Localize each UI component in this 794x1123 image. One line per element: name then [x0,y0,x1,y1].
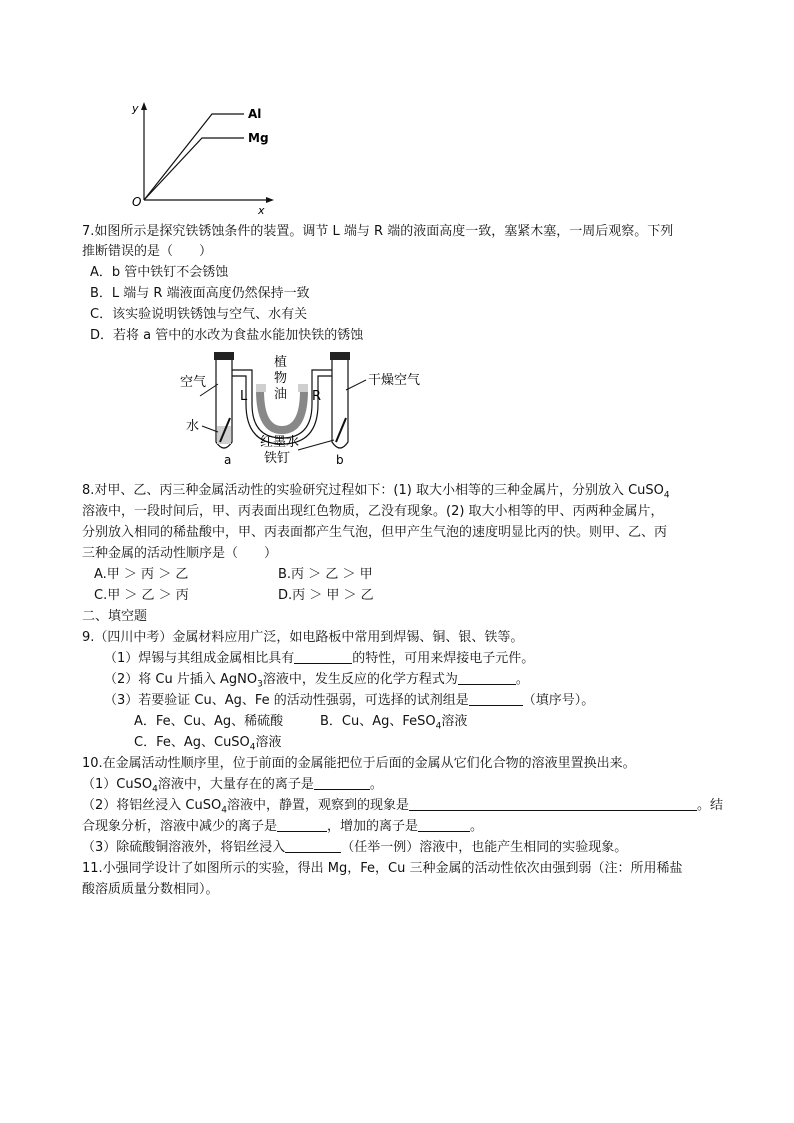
q8-option-c: C.甲 ＞ 乙 ＞ 丙 [94,588,189,603]
q10-part1: （1）CuSO$_4$溶液中，大量存在的离子是 。 [82,777,383,795]
q8-option-a: A.甲 ＞ 丙 ＞ 乙 [94,567,189,582]
r-label: R [312,389,322,404]
q9-part1: （1）焊锡与其组成金属相比具有 的特性，可用来焊接电子元件。 [104,651,535,666]
y-label: y [132,102,139,115]
ink-label: 红墨水 [260,435,300,450]
mg-line [144,138,244,200]
q9-blank2[interactable] [458,670,516,685]
q8-option-b: B.丙 ＞ 乙 ＞ 甲 [278,567,373,582]
nail-b [336,418,346,442]
q10-blank1[interactable] [314,775,370,790]
oil-label-1: 植 [274,355,288,370]
al-line [144,114,244,200]
q10-blank4[interactable] [418,817,470,832]
q10-blank5[interactable] [285,838,341,853]
q7-option-a: A．b 管中铁钉不会锈蚀 [90,265,229,280]
nail-pointer [298,440,334,450]
oil-label-3: 油 [274,387,288,402]
x-axis-arrow-icon [266,197,274,203]
q11-line2: 酸溶质质量分数相同）。 [82,882,219,897]
q10-part2-line2: 合现象分析，溶液中减少的离子是 ，增加的离子是 。 [82,819,484,834]
right-stopper [330,352,350,360]
q9-part3: （3）若要验证 Cu、Ag、Fe 的活动性强弱，可选择的试剂组是 （填序号）。 [104,693,595,708]
q9-option-b: B．Cu、Ag、FeSO$_4$溶液 [320,714,468,732]
q8-line4: 三种金属的活动性顺序是（ ） [82,546,278,561]
q11-line1: 11.小强同学设计了如图所示的实验，得出 Mg，Fe，Cu 三种金属的活动性依次由强到弱（注：所用稀盐 [82,861,683,876]
rust-apparatus-figure [180,346,430,470]
tube-b-label: b [336,453,344,467]
x-label: x [258,204,265,217]
origin-label: O [132,195,142,209]
q9-stem: 9.（四川中考）金属材料应用广泛，如电路板中常用到焊锡、铜、银、铁等。 [82,630,524,645]
q8-line2: 溶液中，一段时间后，甲、丙表面出现红色物质，乙没有现象。(2) 取大小相等的甲、丙两种金属片， [82,504,664,519]
tube-a-water [217,426,231,444]
q10-blank2[interactable] [409,796,697,811]
tube-a-label: a [224,453,232,467]
q10-blank3[interactable] [277,817,327,832]
oil-label-2: 物 [274,371,288,386]
al-label: Al [248,107,262,121]
mg-label: Mg [248,131,269,145]
left-stopper [214,352,234,360]
q7-option-b: B．L 端与 R 端液面高度仍然保持一致 [90,286,310,301]
q9-part2: （2）将 Cu 片插入 AgNO$_3$溶液中，发生反应的化学方程式为 。 [104,672,529,690]
oil-right [298,384,308,392]
water-label: 水 [186,419,200,434]
q9-blank3[interactable] [469,691,523,706]
q10-part3: （3）除硫酸铜溶液外，将铝丝浸入 （任举一例）溶液中，也能产生相同的实验现象。 [82,840,628,855]
oil-left [256,384,266,392]
q10-part2: （2）将铝丝浸入 CuSO$_4$溶液中，静置，观察到的现象是 。结 [82,798,723,816]
q7-option-d: D．若将 a 管中的水改为食盐水能加快铁的锈蚀 [90,328,364,343]
q9-blank1[interactable] [294,649,352,664]
q9-option-a: A．Fe、Cu、Ag、稀硫酸 [134,714,284,729]
q7-stem-line1: 7.如图所示是探究铁锈蚀条件的装置。调节 L 端与 R 端的液面高度一致，塞紧木塞，一周后观察。下列 [82,224,674,239]
q10-stem: 10.在金属活动性顺序里，位于前面的金属能把位于后面的金属从它们化合物的溶液里置换出来。 [82,756,636,771]
nail-label: 铁钉 [264,451,291,466]
al-mg-graph [120,96,280,220]
q7-stem-line2: 推断错误的是（ ） [82,244,213,259]
dry-air-pointer [346,380,366,390]
dry-air-label: 干燥空气 [368,373,421,388]
q9-option-c: C．Fe、Ag、CuSO$_4$溶液 [134,735,282,753]
q7-option-c: C．该实验说明铁锈蚀与空气、水有关 [90,307,308,322]
q8-line3: 分别放入相同的稀盐酸中，甲、丙表面都产生气泡，但甲产生气泡的速度明显比丙的快。则甲、乙、丙 [82,525,668,540]
section-heading: 二、填空题 [82,609,148,624]
q8-option-d: D.丙 ＞ 甲 ＞ 乙 [278,588,374,603]
l-label: L [240,389,248,404]
air-label: 空气 [180,375,207,390]
y-axis-arrow-icon [141,102,147,110]
q8-line1: 8.对甲、乙、丙三种金属活动性的实验研究过程如下：(1) 取大小相等的三种金属片，分别放入 CuSO$_4$ [82,483,670,501]
